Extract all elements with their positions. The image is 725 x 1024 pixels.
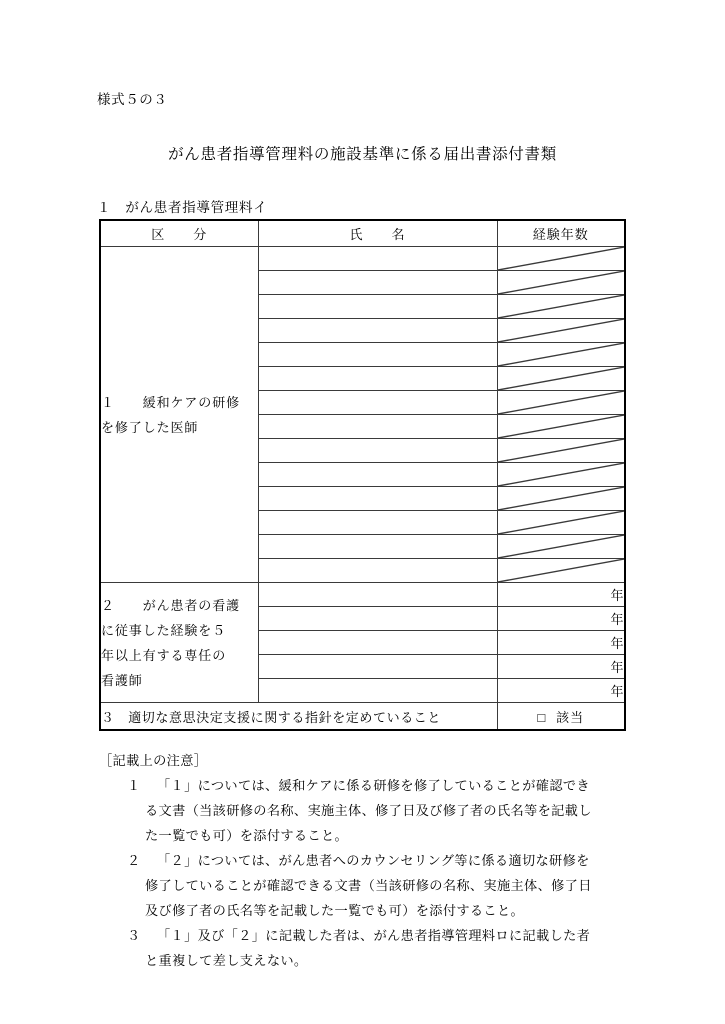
category-cell-section2 — [100, 583, 258, 703]
name-entry-cell[interactable] — [258, 631, 497, 655]
header-years: 経験年数 — [497, 220, 625, 247]
years-cell-struck — [497, 511, 625, 535]
header-name: 氏 名 — [258, 220, 497, 247]
years-cell-struck — [497, 439, 625, 463]
note-number: １ — [127, 778, 141, 793]
name-entry-cell[interactable] — [258, 439, 497, 463]
form-number: 様式５の３ — [97, 92, 168, 107]
name-entry-cell[interactable] — [258, 367, 497, 391]
name-entry-cell[interactable] — [258, 391, 497, 415]
diagonal-strike-icon — [498, 247, 625, 270]
years-cell-struck — [497, 319, 625, 343]
years-entry-cell[interactable]: 年 — [497, 607, 625, 631]
note-number: ３ — [127, 928, 141, 943]
diagonal-strike-icon — [498, 415, 625, 438]
document-title: がん患者指導管理料の施設基準に係る届出書添付書類 — [168, 146, 557, 163]
years-entry-cell[interactable]: 年 — [497, 583, 625, 607]
name-entry-cell[interactable] — [258, 271, 497, 295]
note-line: 「２」については、がん患者へのカウンセリング等に係る適切な研修を — [157, 853, 590, 868]
diagonal-strike-icon — [498, 367, 625, 390]
checkbox-icon[interactable]: □ — [537, 709, 547, 725]
name-entry-cell[interactable] — [258, 559, 497, 583]
years-cell-struck — [497, 415, 625, 439]
note-number: ２ — [127, 853, 141, 868]
category-label-line: に従事した経験を５ — [101, 622, 227, 638]
diagonal-strike-icon — [498, 535, 625, 558]
name-entry-cell[interactable] — [258, 583, 497, 607]
diagonal-strike-icon — [498, 511, 625, 534]
table-row — [100, 247, 625, 271]
name-entry-cell[interactable] — [258, 511, 497, 535]
note-line: と重複して差し支えない。 — [145, 953, 308, 968]
section-heading: １ がん患者指導管理料イ — [97, 200, 268, 215]
diagonal-strike-icon — [498, 319, 625, 342]
note-item — [127, 773, 644, 848]
years-cell-struck — [497, 343, 625, 367]
name-entry-cell[interactable] — [258, 655, 497, 679]
years-cell-struck — [497, 535, 625, 559]
name-entry-cell[interactable] — [258, 247, 497, 271]
note-line: た一覧でも可）を添付すること。 — [145, 828, 349, 843]
years-cell-struck — [497, 487, 625, 511]
diagonal-strike-icon — [498, 391, 625, 414]
header-category: 区 分 — [100, 220, 258, 247]
years-cell-struck — [497, 559, 625, 583]
name-entry-cell[interactable] — [258, 319, 497, 343]
name-entry-cell[interactable] — [258, 679, 497, 703]
note-line: 及び修了者の氏名等を記載した一覧でも可）を添付すること。 — [145, 903, 525, 918]
name-entry-cell[interactable] — [258, 487, 497, 511]
note-item — [127, 923, 644, 973]
diagonal-strike-icon — [498, 343, 625, 366]
table-row-item3 — [100, 703, 625, 731]
category-label-line: １ 緩和ケアの研修 — [101, 394, 241, 410]
name-entry-cell[interactable] — [258, 607, 497, 631]
name-entry-cell[interactable] — [258, 535, 497, 559]
diagonal-strike-icon — [498, 463, 625, 486]
years-cell-struck — [497, 247, 625, 271]
table-header-row — [100, 220, 625, 247]
note-line: 「１」及び「２」に記載した者は、がん患者指導管理料ロに記載した者 — [157, 928, 591, 943]
diagonal-strike-icon — [498, 271, 625, 294]
years-cell-struck — [497, 295, 625, 319]
item3-label: ３ 適切な意思決定支援に関する指針を定めていること — [100, 703, 497, 731]
name-entry-cell[interactable] — [258, 463, 497, 487]
name-entry-cell[interactable] — [258, 415, 497, 439]
notes-title: ［記載上の注意］ — [99, 753, 208, 768]
years-cell-struck — [497, 271, 625, 295]
category-label-line: 年以上有する専任の — [101, 647, 227, 663]
years-entry-cell[interactable]: 年 — [497, 655, 625, 679]
category-label-line: を修了した医師 — [101, 419, 199, 435]
years-cell-struck — [497, 391, 625, 415]
notes-block — [99, 748, 644, 973]
category-label-line: 看護師 — [101, 672, 143, 688]
category-label-line: ２ がん患者の看護 — [101, 597, 241, 613]
diagonal-strike-icon — [498, 487, 625, 510]
category-cell-section1 — [100, 247, 258, 583]
name-entry-cell[interactable] — [258, 295, 497, 319]
criteria-table — [99, 219, 626, 731]
years-entry-cell[interactable]: 年 — [497, 679, 625, 703]
note-line: 修了していることが確認できる文書（当該研修の名称、実施主体、修了日 — [145, 878, 592, 893]
note-item — [127, 848, 644, 923]
diagonal-strike-icon — [498, 439, 625, 462]
diagonal-strike-icon — [498, 559, 625, 582]
table-row — [100, 583, 625, 607]
years-entry-cell[interactable]: 年 — [497, 631, 625, 655]
name-entry-cell[interactable] — [258, 343, 497, 367]
note-line: 「１」については、緩和ケアに係る研修を修了していることが確認でき — [157, 778, 590, 793]
diagonal-strike-icon — [498, 295, 625, 318]
years-cell-struck — [497, 367, 625, 391]
years-cell-struck — [497, 463, 625, 487]
item3-checkbox-cell[interactable] — [497, 703, 625, 731]
note-line: る文書（当該研修の名称、実施主体、修了日及び修了者の氏名等を記載し — [145, 803, 592, 818]
checkbox-label: 該当 — [556, 709, 585, 725]
